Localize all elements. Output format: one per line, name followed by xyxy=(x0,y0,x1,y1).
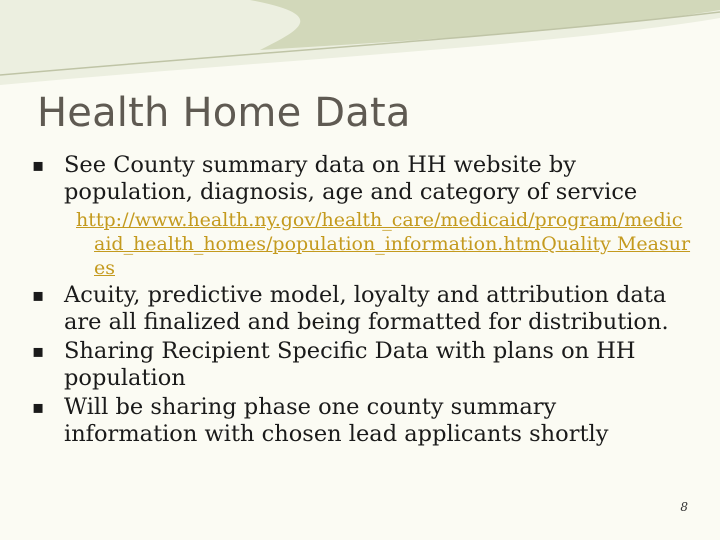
bullet-marker-icon: ▪ xyxy=(32,285,45,306)
page-number: 8 xyxy=(680,500,688,514)
bullet-marker-icon: ▪ xyxy=(32,155,45,176)
quality-measures-link[interactable]: Quality Measures xyxy=(94,233,691,279)
bullet-text: Sharing Recipient Specific Data with plans on HH population xyxy=(64,338,636,391)
slide-title: Health Home Data xyxy=(37,90,411,136)
bullet-item xyxy=(32,152,692,206)
health-homes-link[interactable]: http://www.health.ny.gov/health_care/medicaid/program/medicaid_health_homes/population_information.htm xyxy=(76,209,683,255)
bullet-item xyxy=(32,282,692,336)
bullet-marker-icon: ▪ xyxy=(32,341,45,362)
bullet-text: Will be sharing phase one county summary information with chosen lead applicants shortly xyxy=(64,394,609,447)
bullet-item xyxy=(32,394,692,448)
link-block xyxy=(76,208,692,280)
bullet-text: Acuity, predictive model, loyalty and attribution data are all finalized and being formatted for distribution. xyxy=(64,282,669,335)
bullet-item xyxy=(32,338,692,392)
bullet-marker-icon: ▪ xyxy=(32,397,45,418)
bullet-text: See County summary data on HH website by population, diagnosis, age and category of service xyxy=(64,152,638,205)
bullet-list xyxy=(32,152,692,450)
header-decoration xyxy=(0,0,720,90)
